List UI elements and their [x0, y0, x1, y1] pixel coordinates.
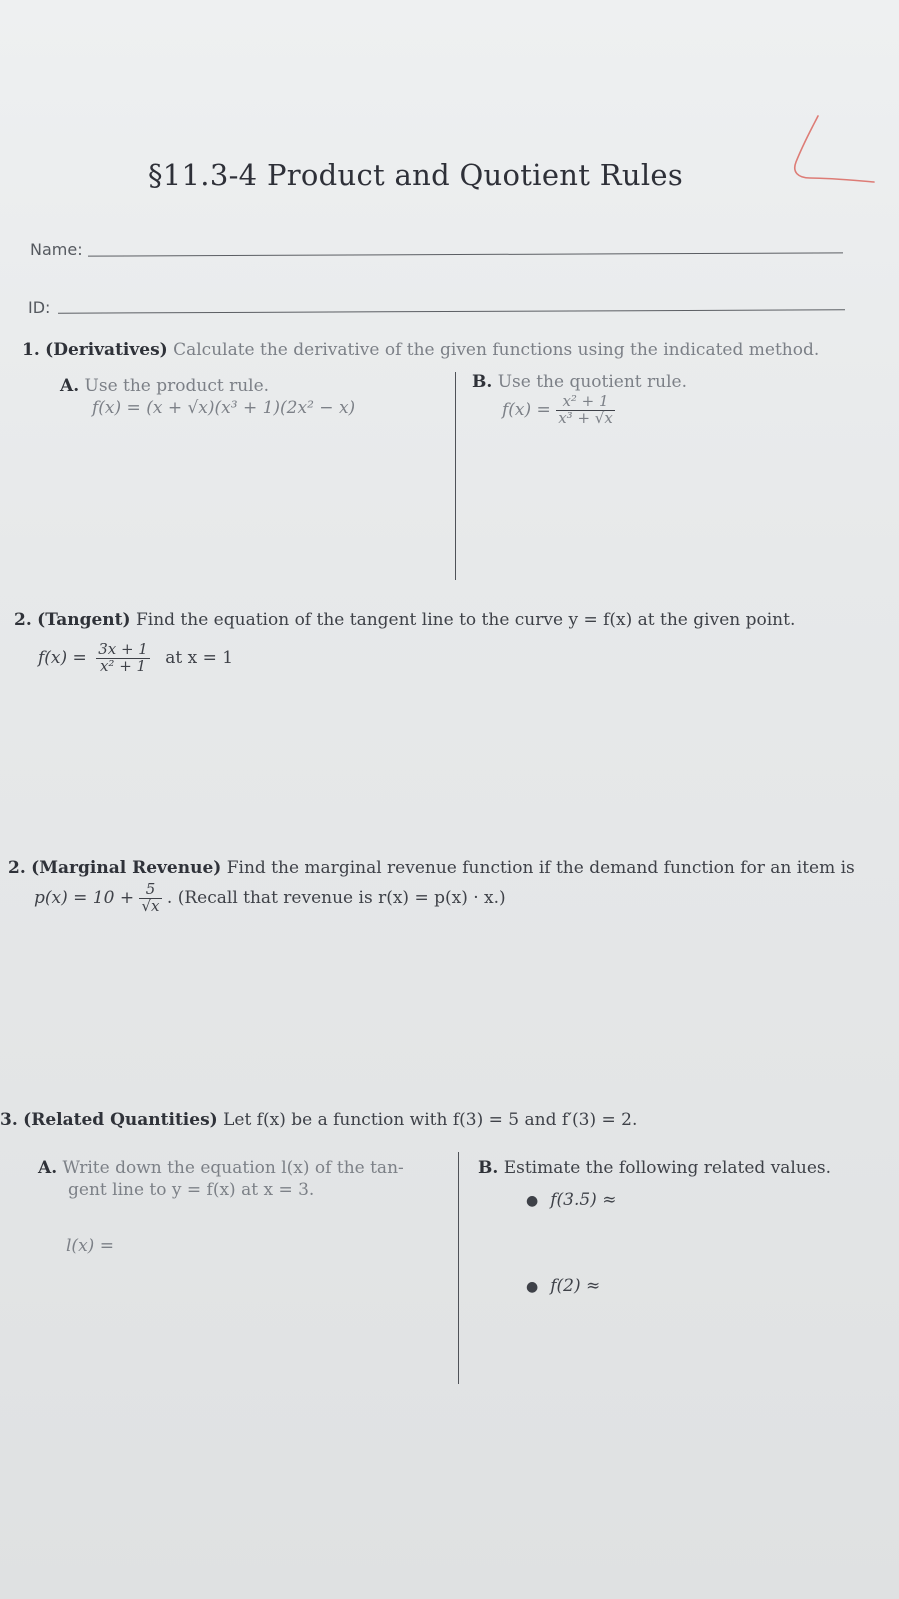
q1a-instruction — [60, 376, 269, 396]
q4-heading: (Related Quantities) — [23, 1110, 218, 1130]
q2-lhs: f(x) = — [38, 647, 87, 668]
q3-number: 2. — [8, 858, 26, 878]
q4b-item-1-text: f(3.5) ≈ — [550, 1190, 617, 1210]
q3-denominator: √x — [141, 896, 160, 915]
q1-text: Calculate the derivative of the given functions using the indicated method. — [173, 340, 820, 360]
q2-text: Find the equation of the tangent line to the curve y = f(x) at the given point. — [135, 610, 796, 630]
q3-text: Find the marginal revenue function if the demand function for an item is — [226, 858, 855, 878]
handwritten-l-mark — [790, 112, 880, 192]
q3-expression — [34, 882, 506, 915]
q1-number: 1. — [22, 340, 40, 360]
q4b-label: B. — [478, 1158, 499, 1178]
name-line[interactable] — [88, 252, 843, 256]
q4a-label: A. — [38, 1158, 58, 1178]
q1b-instruction — [472, 372, 687, 392]
q1a-expression: f(x) = (x + √x)(x³ + 1)(2x² − x) — [92, 398, 356, 418]
q3-fraction — [139, 882, 161, 915]
q4b-item-2[interactable] — [526, 1276, 600, 1296]
q1-divider — [455, 372, 456, 580]
q3-numerator: 5 — [145, 880, 156, 898]
q4-text: Let f(x) be a function with f(3) = 5 and f′(3) = 2. — [223, 1110, 638, 1130]
id-line[interactable] — [58, 309, 845, 313]
q2-expression — [38, 642, 233, 675]
q1b-denominator: x³ + √x — [558, 408, 613, 427]
q4-number: 3. — [0, 1110, 18, 1130]
q2-heading: (Tangent) — [37, 610, 131, 630]
page-title: §11.3-4 Product and Quotient Rules — [148, 158, 684, 192]
q1b-text: Use the quotient rule. — [497, 372, 688, 392]
q2-denominator: x² + 1 — [96, 658, 150, 675]
q3-lhs: p(x) = 10 + — [34, 887, 135, 908]
q4b-text: Estimate the following related values. — [503, 1158, 832, 1178]
q4b-instruction — [478, 1158, 831, 1178]
bullet-icon: ● — [526, 1193, 539, 1209]
bullet-icon: ● — [526, 1279, 539, 1295]
q3-heading: (Marginal Revenue) — [31, 858, 222, 878]
q3-recall: . (Recall that revenue is r(x) = p(x) · x.) — [166, 887, 506, 908]
q4b-item-1[interactable] — [526, 1190, 616, 1210]
q2-point: at x = 1 — [165, 647, 234, 668]
q1b-label: B. — [472, 372, 493, 392]
q2-number: 2. — [14, 610, 32, 630]
q4-prompt — [0, 1110, 637, 1130]
q1b-numerator: x² + 1 — [562, 392, 609, 410]
q1b-fraction — [556, 394, 615, 427]
q2-numerator: 3x + 1 — [98, 640, 148, 658]
q2-fraction — [96, 642, 150, 675]
q4a-answer[interactable]: l(x) = — [66, 1236, 114, 1256]
q1a-text: Use the product rule. — [84, 376, 270, 396]
q1a-label: A. — [60, 376, 80, 396]
q4a-text-1: Write down the equation l(x) of the tan- — [62, 1158, 404, 1178]
q1b-expression — [502, 394, 615, 427]
q1-heading: (Derivatives) — [45, 340, 168, 360]
q4a-text-2: gent line to y = f(x) at x = 3. — [68, 1180, 315, 1200]
name-label: Name: — [30, 240, 83, 259]
q3-prompt — [8, 858, 855, 878]
q2-prompt — [14, 610, 795, 630]
q1b-lhs: f(x) = — [502, 399, 551, 420]
q1-prompt — [22, 340, 819, 360]
q4b-item-2-text: f(2) ≈ — [550, 1276, 601, 1296]
id-label: ID: — [28, 298, 51, 317]
q4-divider — [458, 1152, 459, 1384]
q4a-instruction — [38, 1158, 404, 1178]
